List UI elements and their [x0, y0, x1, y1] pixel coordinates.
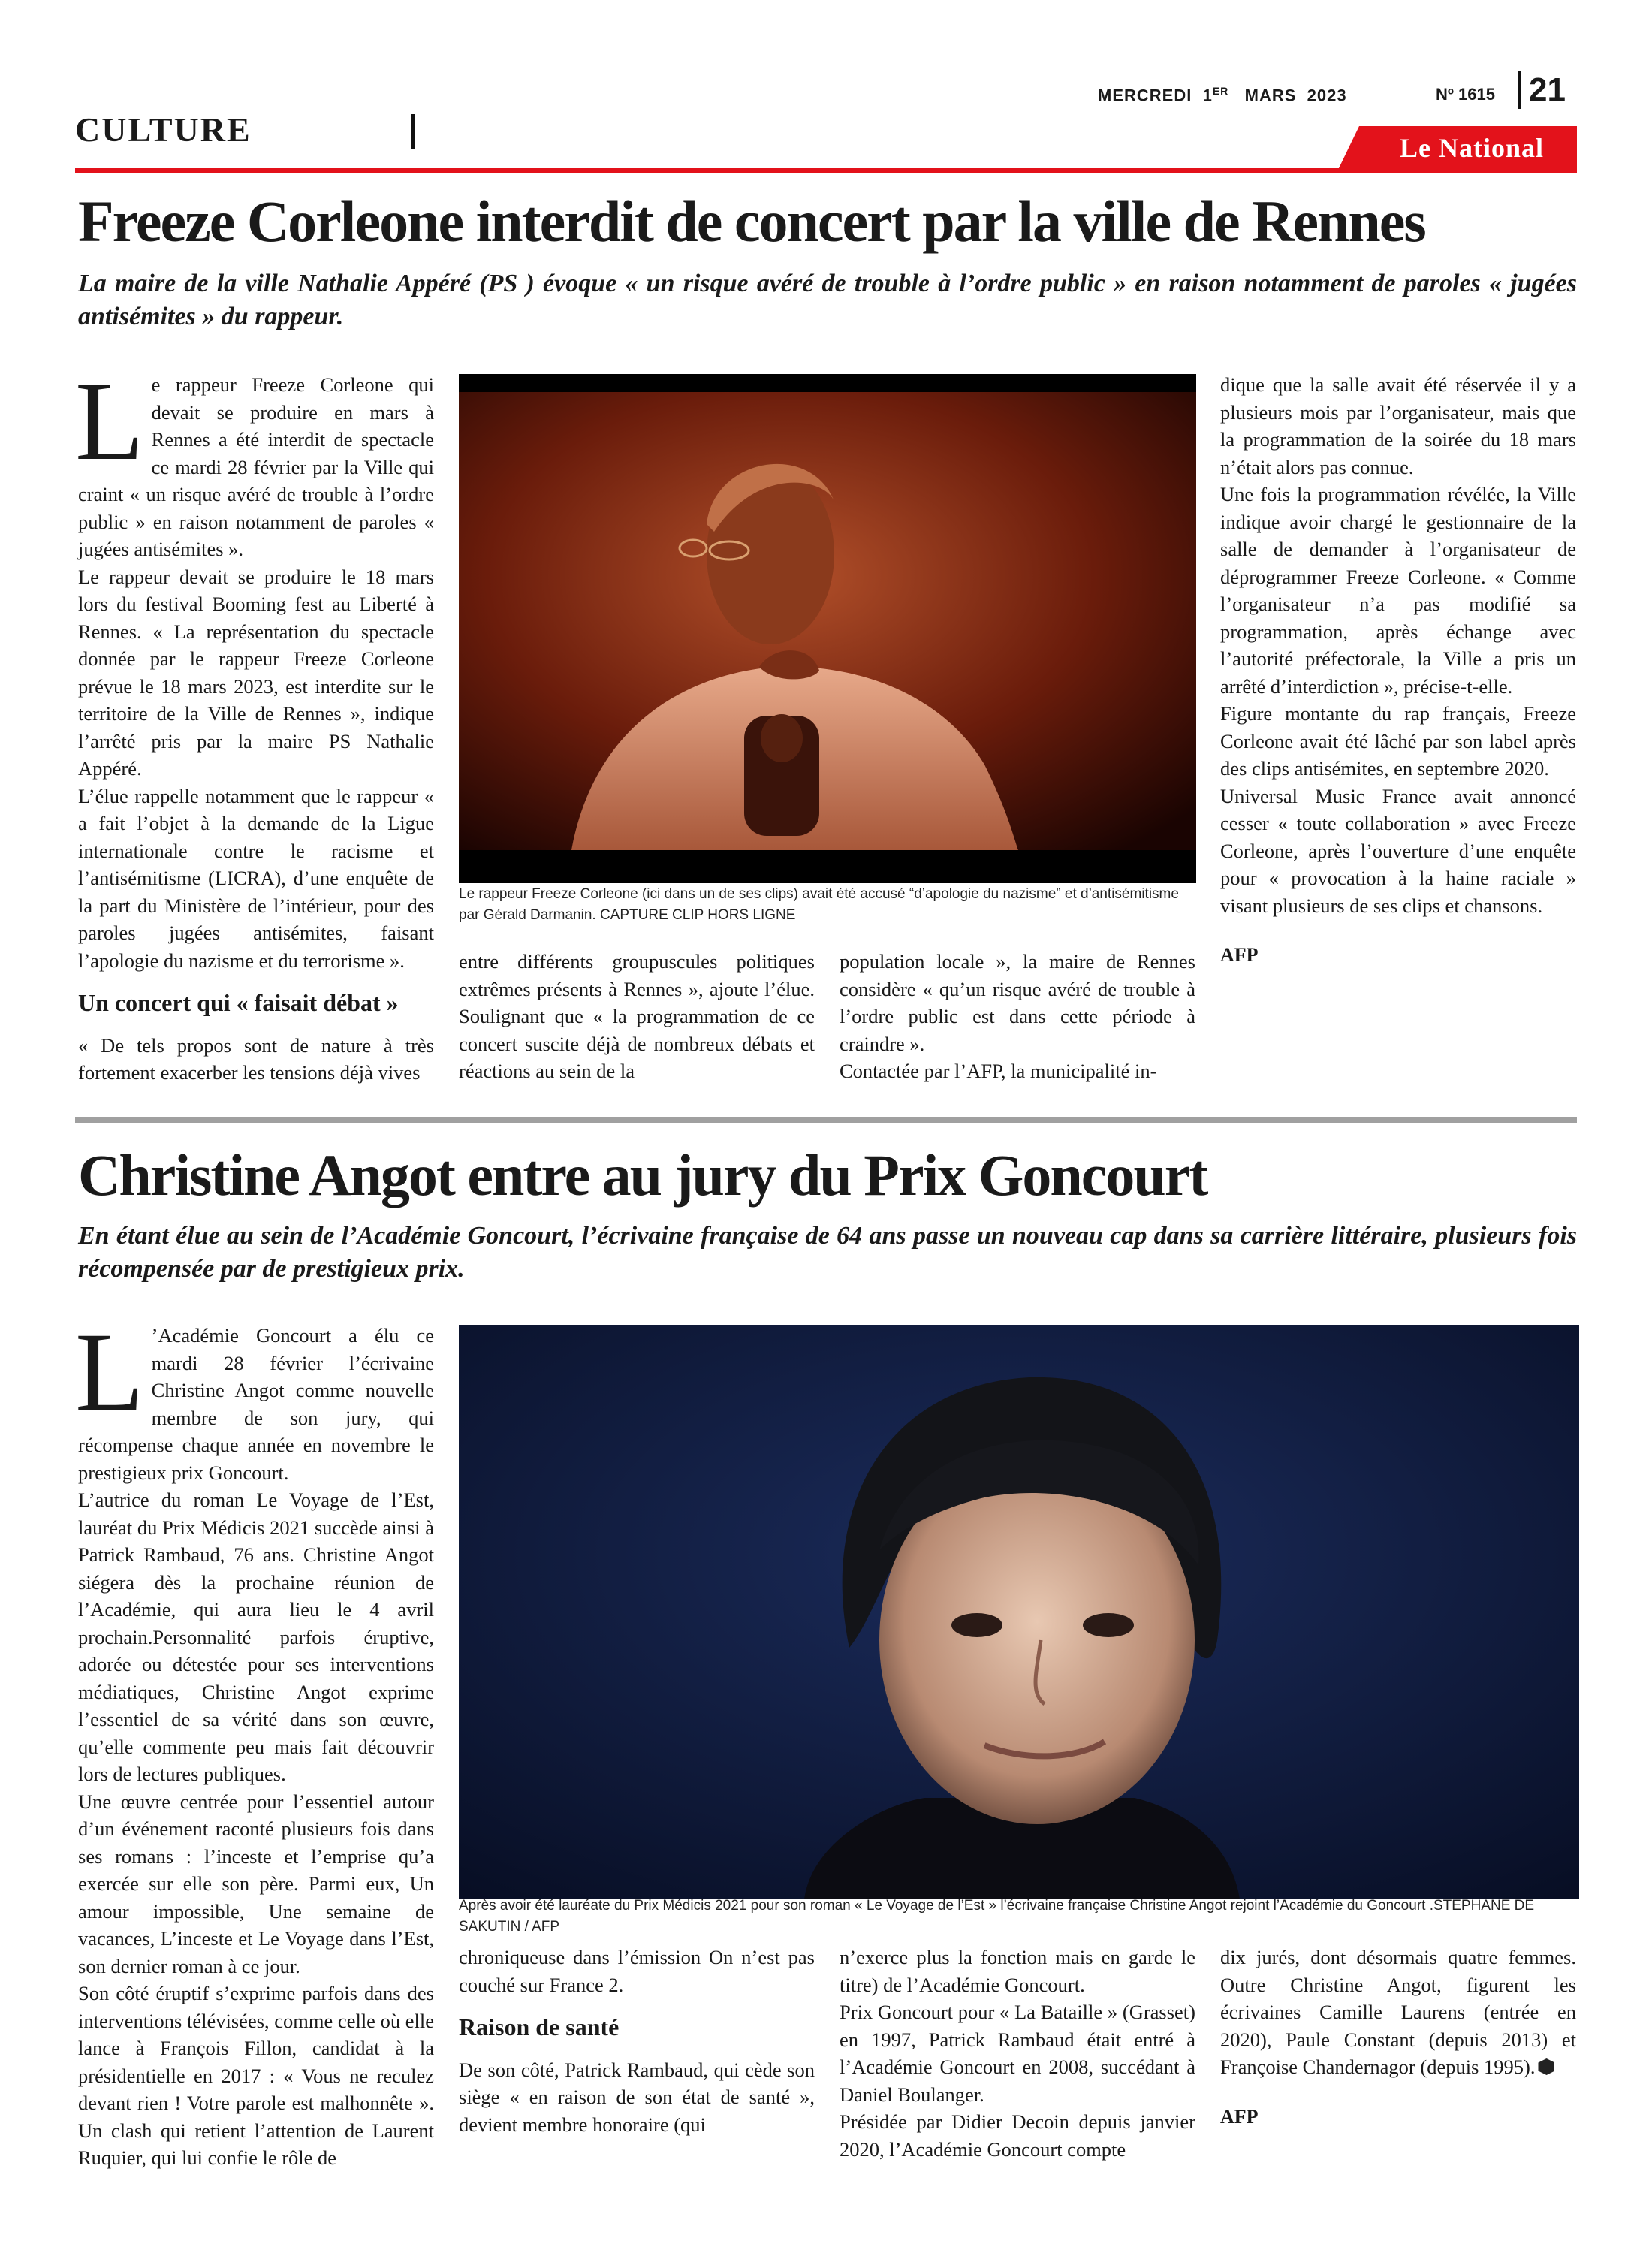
- article1-column-1: [75, 359, 434, 1087]
- article1-column-2: [459, 948, 815, 1085]
- article2-column-3: [840, 1944, 1195, 2163]
- article2-paragraph: L ’Académie Goncourt a élu ce mardi 28 février l’écrivaine Christine Angot comme nouvelle membre de son jury, qui récompense chaque année en novembre le prestigieux prix Goncourt.: [75, 1310, 434, 1484]
- article1-paragraph: Le rappeur Freeze Corleone qui devait se produire en mars à Rennes a été interdit de spectacle ce mardi 28 février par la Ville qui craint « un risque avéré de trouble à l’ordre public » en raison notamment de paroles « jugées antisémites ».: [75, 359, 434, 560]
- rapper-photo-illustration: [459, 374, 1196, 883]
- author-portrait-illustration: [459, 1325, 1579, 1899]
- end-mark-icon: [1538, 2058, 1554, 2075]
- article2-title: Christine Angot entre au jury du Prix Goncourt: [78, 1142, 1207, 1208]
- article1-paragraph: dique que la salle avait été réservée il y a plusieurs mois par l’organisateur, mais que la programmation de la soirée du 18 mars n’était alors pas connue.: [1220, 373, 1576, 478]
- article2-subhead: Raison de santé: [459, 2013, 620, 2040]
- article2-photo-caption: Après avoir été lauréate du Prix Médicis 2021 pour son roman « Le Voyage de l’Est » l’écrivaine française Christine Angot rejoint l’Académie du Goncourt .STEPHANE DE SAKUTIN / AFP: [459, 1898, 1535, 1935]
- article2-paragraph: n’exerce plus la fonction mais en garde le titre) de l’Académie Goncourt.: [840, 1946, 1195, 1996]
- date-weekday: MERCREDI: [1098, 86, 1192, 105]
- drop-cap: L: [75, 1310, 144, 1434]
- article2-signature: AFP: [1220, 2105, 1259, 2128]
- article1-paragraph: Figure montante du rap français, Freeze Corleone avait été lâché par son label après des clips antisémites, en septembre 2020.: [1220, 702, 1576, 780]
- article2-column-4: [1220, 1944, 1576, 2131]
- article2-paragraph: Son côté éruptif s’exprime parfois dans des interventions télévisées, comme celle où elle lance à François Fillon, candidat à la présidentielle en 2017 : « Vous ne reculez devant rien ! Votre parole est malhonnête ». Un clash qui retient l’attention de Laurent Ruquier, qui lui confie le rôle de: [78, 1982, 434, 2169]
- article2-paragraph: dix jurés, dont désormais quatre femmes. Outre Christine Angot, figurent les écrivaines Camille Laurens (entrée en 2020), Paule Constant (depuis 2013) et Françoise Chandernagor (depuis 1995).: [1220, 1946, 1576, 2078]
- issue-date: [1098, 85, 1347, 105]
- article1-column-3: [840, 948, 1195, 1085]
- article1-title: Freeze Corleone interdit de concert par la ville de Rennes: [78, 189, 1425, 254]
- article1-paragraph: Le rappeur devait se produire le 18 mars lors du festival Booming fest au Liberté à Rennes. « La représentation du spectacle donnée par le rappeur Freeze Corleone prévue le 18 mars 2023, est interdite sur le territoire de la Ville de Rennes », indique l’arrêté pris par la maire PS Nathalie Appéré.: [78, 565, 434, 780]
- issue-number: Nº 1615: [1436, 85, 1495, 104]
- article2-paragraph: chroniqueuse dans l’émission On n’est pas couché sur France 2.: [459, 1946, 815, 1996]
- article1-paragraph: « De tels propos sont de nature à très fortement exacerber les tensions déjà vives: [78, 1033, 434, 1084]
- header-rule: [75, 168, 1577, 173]
- article2-paragraph: Présidée par Didier Decoin depuis janvier 2020, l’Académie Goncourt compte: [840, 2110, 1195, 2161]
- article2-photo: [459, 1325, 1579, 1899]
- section-label: CULTURE: [75, 110, 252, 149]
- drop-cap: L: [75, 359, 144, 484]
- article1-paragraph: population locale », la maire de Rennes considère « qu’un risque avéré de trouble à l’ordre public est dans cette période à craindre ».: [840, 950, 1195, 1055]
- article2-paragraph: Prix Goncourt pour « La Bataille » (Grasset) en 1997, Patrick Rambaud était entré à l’Académie Goncourt en 2008, succédant à Daniel Boulanger.: [840, 2001, 1195, 2106]
- article1-column-4: [1220, 371, 1576, 970]
- header-divider: [1518, 71, 1521, 109]
- article1-subhead: Un concert qui « faisait débat »: [78, 989, 399, 1016]
- article1-paragraph: Une fois la programmation révélée, la Ville indique avoir chargé le gestionnaire de la salle de demander à l’organisateur de déprogrammer Freeze Corleone. « Comme l’organisateur n’a pas modifié sa programmation, après échange avec l’autorité préfectorale, la Ville a pris un arrêté d’interdiction », précise-t-elle.: [1220, 483, 1576, 698]
- article1-signature: AFP: [1220, 944, 1259, 966]
- date-day-suffix: ER: [1212, 85, 1229, 97]
- article2-paragraph: L’autrice du roman Le Voyage de l’Est, lauréat du Prix Médicis 2021 succède ainsi à Patrick Rambaud, 76 ans. Christine Angot siégera dès la prochaine réunion de l’Académie, qui aura lieu le 4 avril prochain.Personnalité parfois éruptive, adorée ou détestée pour ses interventions médiatiques, Christine Angot exprime l’essentiel de sa vérité dans son œuvre, qu’elle commente peu mais fait découvrir lors de lectures publiques.: [78, 1488, 434, 1785]
- article1-paragraph: Contactée par l’AFP, la municipalité in-: [840, 1060, 1157, 1082]
- article2-paragraph: De son côté, Patrick Rambaud, qui cède son siège « en raison de son état de santé », devient membre honoraire (qui: [459, 2058, 815, 2136]
- article2-column-2: [459, 1944, 815, 2138]
- article2-column-1: [75, 1310, 434, 2172]
- brand-name: Le National: [1399, 133, 1544, 163]
- date-day: 1: [1202, 86, 1213, 105]
- article-divider: [75, 1117, 1577, 1123]
- article1-photo: [459, 374, 1196, 883]
- article1-photo-caption: Le rappeur Freeze Corleone (ici dans un de ses clips) avait été accusé “d’apologie du nazisme” et d’antisémitisme par Gérald Darmanin. CAPTURE CLIP HORS LIGNE: [459, 886, 1179, 923]
- article1-paragraph: L’élue rappelle notamment que le rappeur « a fait l’objet à la demande de la Ligue internationale contre le racisme et l’antisémitisme (LICRA), d’une enquête de la part du Ministère de l’intérieur, pour des paroles jugées antisémites, faisant l’apologie du nazisme et du terrorisme ».: [78, 784, 434, 972]
- article1-lead: La maire de la ville Nathalie Appéré (PS ) évoque « un risque avéré de trouble à l’ordre public » en raison notamment de paroles « jugées antisémites » du rappeur.: [78, 270, 1577, 330]
- article2-paragraph: Une œuvre centrée pour l’essentiel autour d’un événement raconté plusieurs fois dans ses romans : l’inceste et l’emprise qu’a exercée sur elle son père. Parmi eux, Un amour impossible, Une semaine de vacances, L’inceste et Le Voyage dans l’Est, son dernier roman à ce jour.: [78, 1790, 434, 1977]
- date-month-year: MARS 2023: [1244, 86, 1347, 105]
- page-number: 21: [1529, 71, 1566, 108]
- article2-lead: En étant élue au sein de l’Académie Goncourt, l’écrivaine française de 64 ans passe un nouveau cap dans sa carrière littéraire, plusieurs fois récompensée par de prestigieux prix.: [78, 1222, 1577, 1283]
- article1-paragraph: Universal Music France avait annoncé cesser « toute collaboration » avec Freeze Corleone, après l’ouverture d’une enquête pour « provocation à la haine raciale » visant plusieurs de ses clips et chansons.: [1220, 784, 1576, 917]
- section-marker: [411, 114, 415, 149]
- article1-paragraph: entre différents groupuscules politiques extrêmes présents à Rennes », ajoute l’élue. Soulignant que « la programmation de ce concert suscite déjà de nombreux débats et réactions au sein de la: [459, 950, 815, 1082]
